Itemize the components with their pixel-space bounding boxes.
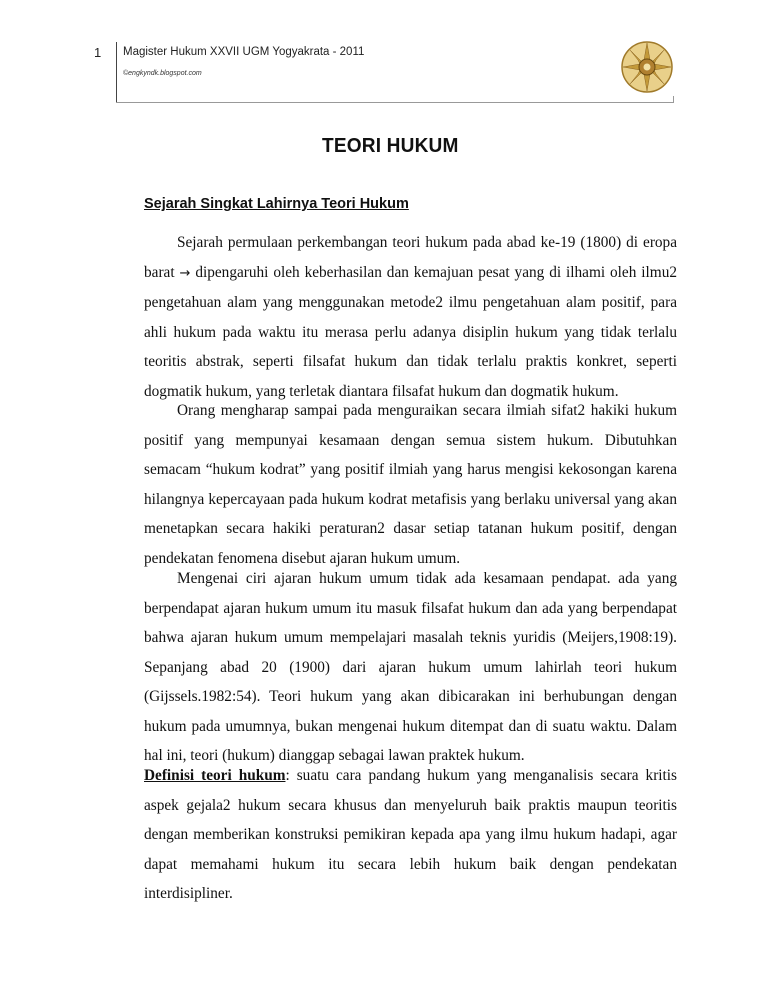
paragraph-1-text-a: Sejarah permulaan perkembangan teori hukum pada abad ke-19 (1800) di eropa barat — [144, 234, 677, 281]
paragraph-1-text-b: dipengaruhi oleh keberhasilan dan kemajuan pesat yang di ilhami oleh ilmu2 pengetahuan alam yang menggunakan metode2 ilmu pengetahuan alam positif, para ahli hukum pada waktu itu merasa perlu adanya disiplin hukum yang tidak terlalu teoritis abstrak, seperti filsafat hukum dan tidak terlalu praktis konkret, seperti dogmatik hukum, yang terletak diantara filsafat hukum dan dogmatik hukum. — [144, 263, 677, 400]
paragraph-3: Mengenai ciri ajaran hukum umum tidak ada kesamaan pendapat. ada yang berpendapat ajaran hukum umum itu masuk filsafat hukum dan ada yang berpendapat bahwa ajaran hukum umum mempelajari masalah teknis yuridis (Meijers,1908:19). Sepanjang abad 20 (1900) dari ajaran hukum umum lahirlah teori hukum (Gijssels.1982:54). Teori hukum yang akan dibicarakan ini berhubungan dengan hukum pada umumnya, bukan mengenai hukum ditempat dan di suatu waktu. Dalam hal ini, teori (hukum) dianggap sebagai lawan praktek hukum. — [144, 570, 677, 764]
paragraph-4 — [144, 761, 677, 909]
header-subtitle: ©engkyndk.blogspot.com — [123, 70, 202, 77]
definition-label: Definisi teori hukum — [144, 767, 286, 784]
ugm-seal-icon — [620, 40, 674, 94]
paragraph-2: Orang mengharap sampai pada menguraikan secara ilmiah sifat2 hakiki hukum positif yang mempunyai kesamaan dengan semua sistem hukum. Dibutuhkan semacam “hukum kodrat” yang positif ilmiah yang harus mengisi kekosongan karena hilangnya kepercayaan pada hukum kodrat metafisis yang berlaku universal yang akan menetapkan secara hakiki peraturan2 dasar setiap tatanan hukum positif, dengan pendekatan fenomena disebut ajaran hukum umum. — [144, 402, 677, 567]
right-arrow-icon: → — [179, 265, 191, 281]
header-vertical-rule — [116, 42, 117, 102]
header-horizontal-rule — [116, 102, 674, 103]
header-title: Magister Hukum XXVII UGM Yogyakrata - 2011 — [123, 46, 365, 58]
header-rule-tick — [673, 96, 674, 103]
document-title: TEORI HUKUM — [322, 134, 459, 157]
paragraph-1 — [144, 228, 677, 406]
definition-text: : suatu cara pandang hukum yang menganalisis secara kritis aspek gejala2 hukum secara khusus dan menyeluruh baik praktis maupun teoritis dengan memberikan konstruksi pemikiran kepada apa yang ilmu hukum hadapi, agar dapat memahami hukum itu secara lebih hukum baik dengan pendekatan interdisipliner. — [144, 767, 677, 902]
section-heading: Sejarah Singkat Lahirnya Teori Hukum — [144, 196, 409, 212]
page-number: 1 — [94, 45, 102, 60]
